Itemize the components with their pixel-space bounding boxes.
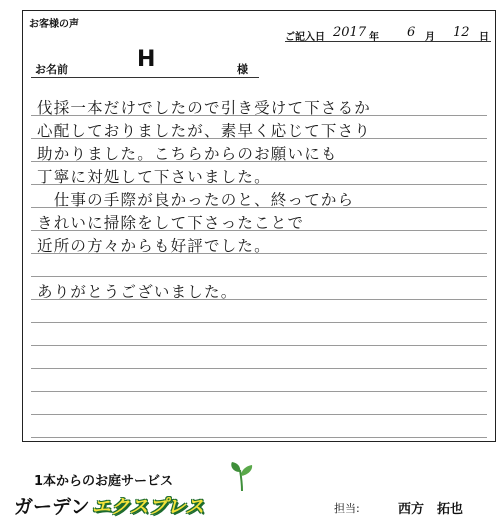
staff-name: 西方 拓也 (398, 502, 464, 517)
ruled-line (31, 322, 487, 323)
ruled-line (31, 276, 487, 277)
comment-line: 仕事の手際が良かったのと、終ってから (37, 191, 355, 209)
date-label: ご記入日 (285, 32, 325, 43)
ruled-line (31, 391, 487, 392)
ruled-line (31, 414, 487, 415)
company-footer (0, 448, 500, 520)
brand-name-suffix: エクスプレス (91, 496, 205, 518)
comment-line: きれいに掃除をして下さったことで (37, 214, 305, 232)
honorific: 様 (237, 63, 248, 76)
ruled-line (31, 345, 487, 346)
date-day: 12 (453, 25, 470, 40)
comment-line: 丁寧に対処して下さいました。 (37, 168, 271, 186)
date-year-unit: 年 (369, 32, 379, 43)
comment-line: ありがとうございました。 (37, 283, 238, 301)
sprout-logo-icon (228, 460, 256, 492)
name-label: お名前 (35, 63, 68, 76)
date-month-unit: 月 (425, 32, 435, 43)
comment-line: 助かりました。こちらからのお願いにも (37, 145, 338, 163)
date-month: 6 (407, 25, 416, 40)
comment-line: 伐採一本だけでしたので引き受けて下さるか (37, 99, 372, 117)
entry-date (285, 25, 491, 42)
name-underline (31, 77, 259, 78)
testimonial-card (22, 10, 496, 442)
date-day-unit: 日 (479, 32, 489, 43)
staff-label: 担当: (334, 502, 360, 515)
date-year: 2017 (333, 25, 367, 40)
comment-line: 心配しておりましたが、素早く応じて下さり (37, 122, 372, 140)
ruled-line (31, 368, 487, 369)
brand-name-prefix: ガーデン (14, 496, 90, 518)
brand-logo (14, 492, 204, 518)
ruled-line (31, 437, 487, 438)
customer-name: H (137, 47, 156, 72)
company-tagline: 1本からのお庭サービス (34, 474, 174, 489)
card-title: お客様の声 (29, 19, 79, 30)
comment-line: 近所の方々からも好評でした。 (37, 237, 271, 255)
